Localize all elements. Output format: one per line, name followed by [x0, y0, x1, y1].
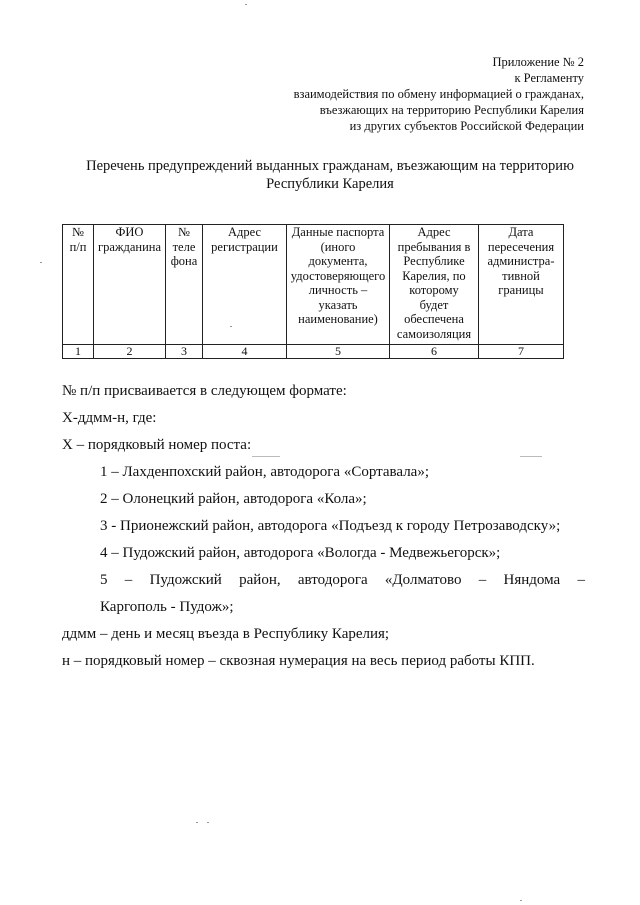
- header-cell-stay-address: Адрес пребывания в Республике Карелия, по которому будет обеспечена самоизоляция: [390, 225, 479, 345]
- scan-mark: [520, 456, 542, 457]
- document-title: [60, 157, 600, 193]
- paragraph-format-intro: № п/п присваивается в следующем формате:: [62, 383, 347, 399]
- header-cell-registration-address: Адрес регистрации: [203, 225, 287, 345]
- table-header-row: [63, 225, 564, 345]
- paragraph-n: н – порядковый номер – сквозная нумерация на весь период работы КПП.: [62, 653, 535, 669]
- column-number: 2: [94, 345, 166, 359]
- header-cell-crossing-date: Дата пересечения администра- тивной границы: [479, 225, 564, 345]
- header-cell-fio: ФИО гражданина: [94, 225, 166, 345]
- header-cell-phone: № теле фона: [166, 225, 203, 345]
- post-item-5-continued: Каргополь - Пудож»;: [100, 599, 234, 615]
- title-line-1: Перечень предупреждений выданных гражданам, въезжающим на территорию: [86, 158, 574, 174]
- appendix-line: взаимодействия по обмену информацией о гражданах,: [293, 87, 584, 101]
- column-number: 1: [63, 345, 94, 359]
- appendix-header: [294, 54, 584, 134]
- paragraph-format: Х-ддмм-н, где:: [62, 410, 157, 426]
- numbering-explanation: [62, 378, 585, 675]
- post-item-2: 2 – Олонецкий район, автодорога «Кола»;: [100, 491, 367, 507]
- paragraph-ddmm: ддмм – день и месяц въезда в Республику Карелия;: [62, 626, 390, 642]
- header-cell-passport: Данные паспорта (иного документа, удостоверяющего личность – указать наименование): [287, 225, 390, 345]
- post-item-3: 3 - Прионежский район, автодорога «Подъезд к городу Петрозаводску»;: [100, 518, 561, 534]
- header-cell-number: № п/п: [63, 225, 94, 345]
- column-number: 7: [479, 345, 564, 359]
- post-item-1: 1 – Лахденпохский район, автодорога «Сортавала»;: [100, 464, 430, 480]
- column-number: 6: [390, 345, 479, 359]
- scan-speck: [230, 326, 232, 327]
- column-number: 3: [166, 345, 203, 359]
- table-number-row: [63, 345, 564, 359]
- scan-speck: [245, 4, 247, 5]
- title-line-2: Республики Карелия: [266, 176, 394, 192]
- post-item-5: 5 – Пудожский район, автодорога «Долматово – Няндома –: [100, 572, 585, 588]
- scan-speck: [40, 262, 42, 263]
- paragraph-post-number: Х – порядковый номер поста:: [62, 437, 252, 453]
- appendix-line: из других субъектов Российской Федерации: [349, 119, 584, 133]
- appendix-line: Приложение № 2: [492, 55, 584, 69]
- scan-mark: [252, 456, 280, 457]
- post-item-4: 4 – Пудожский район, автодорога «Вологда - Медвежьегорск»;: [100, 545, 501, 561]
- column-number: 5: [287, 345, 390, 359]
- warnings-table: [62, 224, 564, 359]
- appendix-line: к Регламенту: [514, 71, 584, 85]
- appendix-line: въезжающих на территорию Республики Карелия: [319, 103, 584, 117]
- scan-speck: [196, 822, 198, 823]
- scan-speck: [520, 900, 522, 901]
- scan-speck: [207, 822, 209, 823]
- column-number: 4: [203, 345, 287, 359]
